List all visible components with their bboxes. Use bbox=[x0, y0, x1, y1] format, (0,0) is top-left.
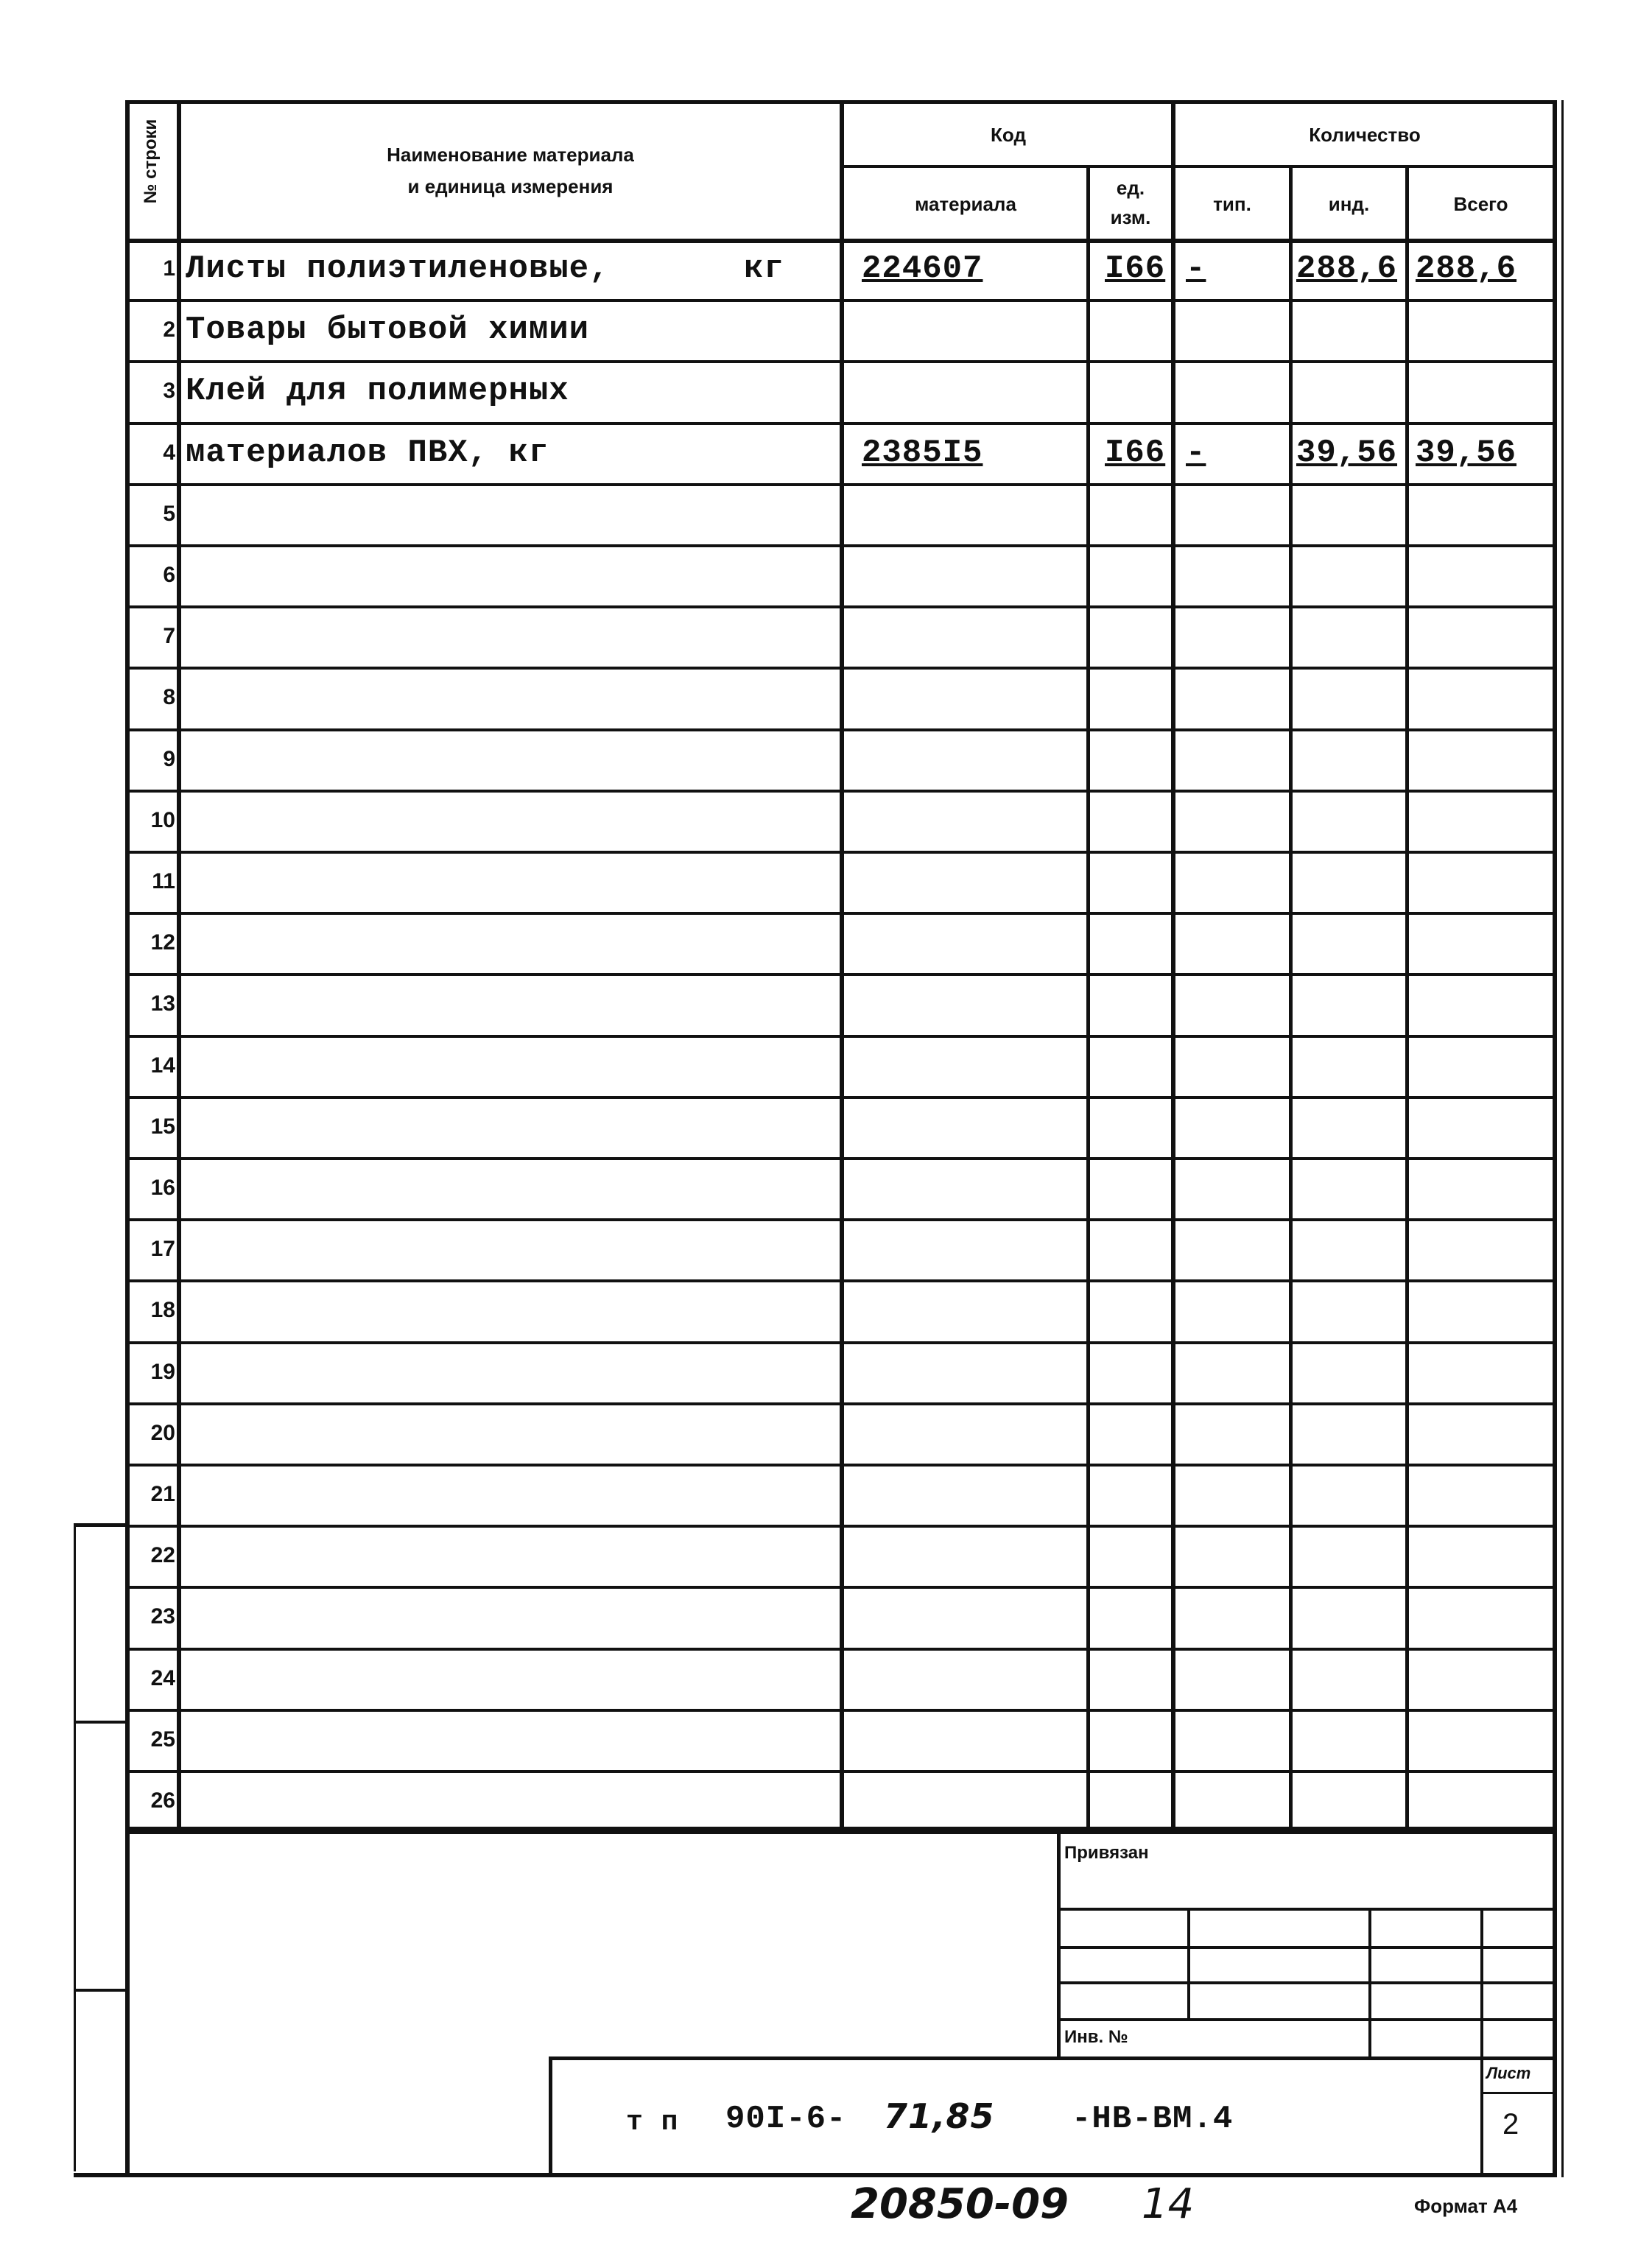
row-divider bbox=[127, 1035, 1556, 1038]
header-bottom-border bbox=[127, 239, 1556, 243]
sheet-label: Лист bbox=[1486, 2064, 1531, 2082]
doc-code-suffix: -НВ-ВМ.4 bbox=[1072, 2101, 1234, 2138]
row-uom: I66 bbox=[1105, 435, 1166, 471]
row-divider bbox=[127, 851, 1556, 854]
row-number: 12 bbox=[150, 930, 175, 955]
row-divider bbox=[127, 360, 1556, 363]
header-name-line2: и единица измерения bbox=[407, 175, 614, 197]
row-divider bbox=[127, 1157, 1556, 1160]
page-right-margin-line bbox=[1561, 100, 1564, 2177]
row-divider bbox=[127, 1218, 1556, 1221]
stamp-col-1 bbox=[1187, 1908, 1190, 2018]
row-divider bbox=[127, 1096, 1556, 1099]
row-number: 17 bbox=[150, 1237, 175, 1261]
stamp-col-2 bbox=[1368, 1908, 1371, 2058]
row-number: 11 bbox=[152, 869, 175, 893]
row-divider bbox=[127, 483, 1556, 486]
row-number: 4 bbox=[163, 440, 175, 465]
footer-format: Формат А4 bbox=[1414, 2195, 1518, 2217]
stamp-attached-left bbox=[1057, 1830, 1061, 2058]
row-typ: - bbox=[1186, 250, 1206, 287]
row-divider bbox=[127, 1831, 1556, 1834]
row-divider bbox=[127, 790, 1556, 793]
margin-tick-3 bbox=[74, 1989, 130, 1992]
row-divider bbox=[127, 605, 1556, 608]
header-name-line1: Наименование материала bbox=[387, 144, 634, 166]
row-number: 26 bbox=[150, 1788, 175, 1813]
row-ind: 39,56 bbox=[1296, 435, 1398, 471]
doc-code-handwritten: 71,85 bbox=[884, 2096, 995, 2136]
row-code: 224607 bbox=[862, 250, 983, 287]
stamp-inv-label: Инв. № bbox=[1064, 2027, 1128, 2047]
sheet-number: 2 bbox=[1502, 2108, 1519, 2140]
row-name: Листы полиэтиленовые, bbox=[186, 250, 610, 287]
row-number: 10 bbox=[150, 808, 175, 832]
row-number: 22 bbox=[150, 1543, 175, 1567]
row-divider bbox=[127, 422, 1556, 425]
row-number: 3 bbox=[163, 379, 175, 403]
header-code-unit-2: изм. bbox=[1110, 206, 1151, 228]
row-divider bbox=[127, 1279, 1556, 1282]
footer-page-number: 14 bbox=[1142, 2180, 1195, 2228]
table-right-border bbox=[1553, 100, 1557, 2177]
row-total: 288,6 bbox=[1416, 250, 1517, 287]
stamp-col-3 bbox=[1480, 1908, 1483, 2058]
margin-tick-1 bbox=[74, 1523, 130, 1527]
row-number: 20 bbox=[150, 1421, 175, 1445]
row-divider bbox=[127, 1770, 1556, 1773]
col-divider-typ bbox=[1289, 166, 1293, 1830]
row-divider bbox=[127, 667, 1556, 670]
row-divider bbox=[127, 1525, 1556, 1528]
col-divider-ind bbox=[1405, 166, 1409, 1830]
stamp-code-left bbox=[549, 2056, 552, 2176]
row-total: 39,56 bbox=[1416, 435, 1517, 471]
doc-code-prefix: т п bbox=[626, 2107, 679, 2138]
header-row-number: № строки bbox=[141, 119, 161, 204]
header-qty-typ: тип. bbox=[1213, 193, 1251, 215]
stamp-sheet-left bbox=[1480, 2056, 1483, 2176]
row-divider bbox=[127, 299, 1556, 302]
row-divider bbox=[127, 1341, 1556, 1344]
row-divider bbox=[127, 1648, 1556, 1651]
row-number: 23 bbox=[150, 1604, 175, 1629]
col-divider-code bbox=[1086, 166, 1090, 1830]
row-divider bbox=[127, 1464, 1556, 1467]
row-number: 6 bbox=[163, 563, 175, 587]
header-subsplit bbox=[840, 165, 1554, 168]
row-uom: I66 bbox=[1105, 250, 1166, 287]
row-number: 14 bbox=[150, 1053, 175, 1078]
table-bottom-border bbox=[127, 1827, 1556, 1831]
row-divider bbox=[127, 728, 1556, 731]
row-number: 8 bbox=[163, 685, 175, 709]
row-divider bbox=[127, 1586, 1556, 1589]
row-number: 19 bbox=[150, 1360, 175, 1384]
row-number: 16 bbox=[150, 1176, 175, 1200]
row-number: 18 bbox=[150, 1298, 175, 1322]
stamp-attached-label: Привязан bbox=[1064, 1843, 1149, 1863]
row-number: 24 bbox=[150, 1666, 175, 1690]
row-number: 25 bbox=[150, 1727, 175, 1752]
row-number: 5 bbox=[163, 502, 175, 526]
row-number: 13 bbox=[150, 991, 175, 1016]
row-code: 2385I5 bbox=[862, 435, 983, 471]
stamp-sheet-split bbox=[1480, 2092, 1556, 2094]
row-divider bbox=[127, 544, 1556, 547]
header-qty-ind: инд. bbox=[1328, 193, 1370, 215]
row-number: 2 bbox=[163, 317, 175, 342]
title-block-bottom-border bbox=[74, 2173, 1557, 2177]
header-code-unit-1: ед. bbox=[1116, 177, 1145, 199]
title-block-left-border bbox=[125, 1830, 130, 2177]
row-name: Товары бытовой химии bbox=[186, 312, 590, 348]
row-unit: кг bbox=[744, 250, 784, 287]
doc-code-number: 90I-6- bbox=[725, 2101, 847, 2138]
row-name: материалов ПВХ, кг bbox=[186, 435, 549, 471]
row-divider bbox=[127, 912, 1556, 915]
row-number: 7 bbox=[163, 624, 175, 648]
row-number: 21 bbox=[150, 1482, 175, 1506]
header-quantity: Количество bbox=[1309, 124, 1421, 146]
row-number: 1 bbox=[163, 256, 175, 281]
row-number: 15 bbox=[150, 1114, 175, 1139]
stamp-code-top bbox=[549, 2056, 1556, 2060]
row-name: Клей для полимерных bbox=[186, 373, 569, 410]
header-code: Код bbox=[991, 124, 1026, 146]
margin-tick-2 bbox=[74, 1721, 130, 1724]
header-code-material: материала bbox=[915, 193, 1016, 215]
header-qty-total: Всего bbox=[1453, 193, 1508, 215]
margin-line-left bbox=[74, 1523, 76, 2171]
row-ind: 288,6 bbox=[1296, 250, 1398, 287]
row-divider bbox=[127, 973, 1556, 976]
row-divider bbox=[127, 1709, 1556, 1712]
row-number: 9 bbox=[163, 747, 175, 771]
row-divider bbox=[127, 1402, 1556, 1405]
row-typ: - bbox=[1186, 435, 1206, 471]
footer-inventory-number: 20850-09 bbox=[851, 2180, 1069, 2228]
